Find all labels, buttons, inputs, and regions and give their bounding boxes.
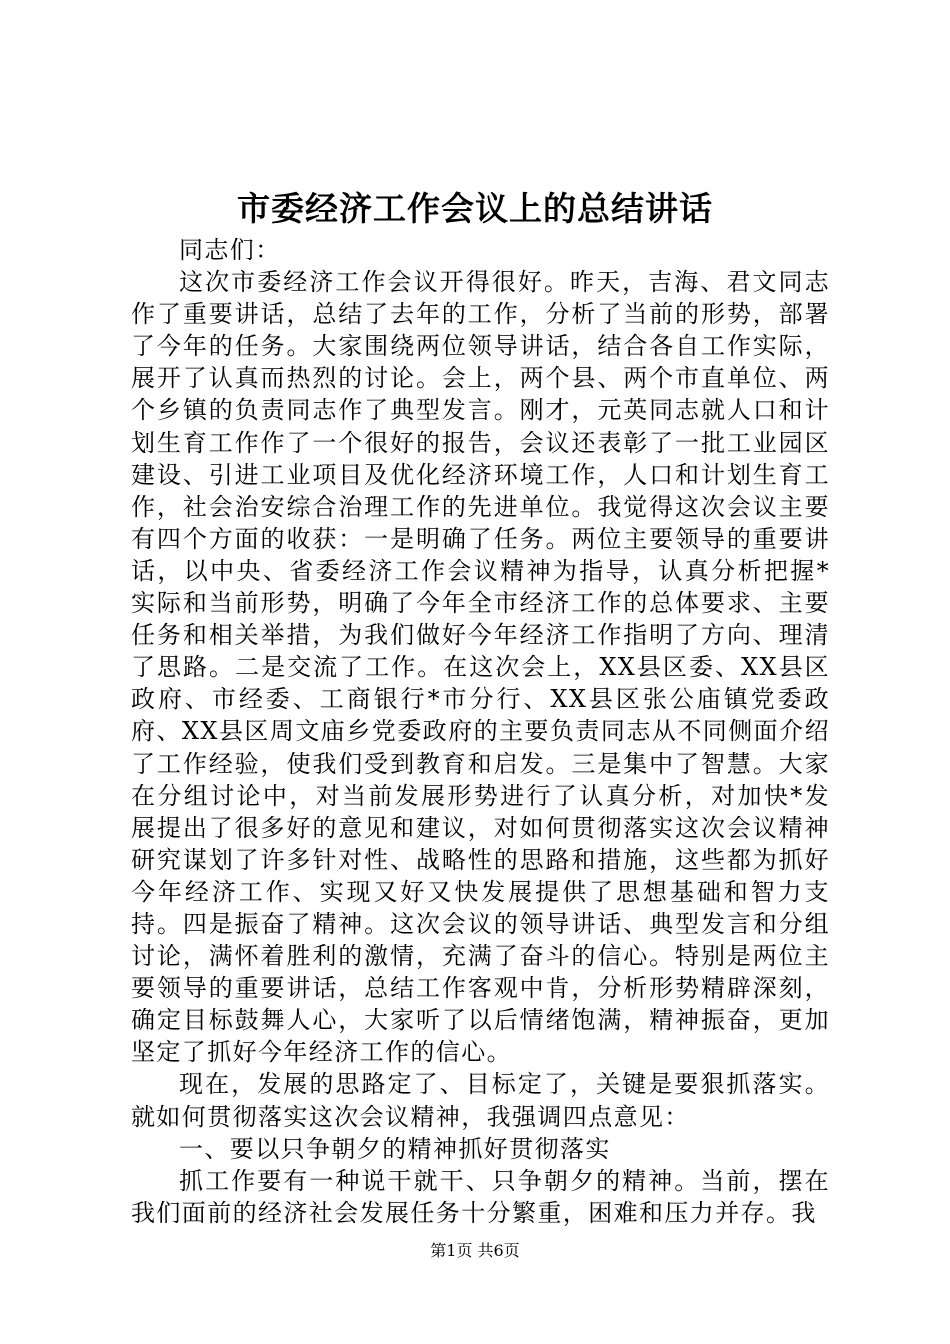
page-number-footer: 第1页 共6页 (430, 1241, 520, 1260)
body-paragraph: 现在，发展的思路定了、目标定了，关键是要狠抓落实。就如何贯彻落实这次会议精神，我强调四点意见： (131, 1070, 830, 1131)
document-title: 市委经济工作会议上的总结讲话 (237, 189, 713, 228)
section-heading: 一、要以只争朝夕的精神抓好贯彻落实 (179, 1134, 611, 1163)
document-body (131, 234, 830, 1229)
body-paragraph: 抓工作要有一种说干就干、只争朝夕的精神。当前，摆在我们面前的经济社会发展任务十分繁重，困难和压力并存。我 (131, 1166, 830, 1227)
body-paragraph: 这次市委经济工作会议开得很好。昨天，吉海、君文同志作了重要讲话，总结了去年的工作，分析了当前的形势，部署了今年的任务。大家围绕两位领导讲话，结合各自工作实际，展开了认真而热烈的讨论。会上，两个县、两个市直单位、两个乡镇的负责同志作了典型发言。刚才，元英同志就人口和计划生育工作作了一个很好的报告，会议还表彰了一批工业园区建设、引进工业项目及优化经济环境工作，人口和计划生育工作，社会治安综合治理工作的先进单位。我觉得这次会议主要有四个方面的收获：一是明确了任务。两位主要领导的重要讲话，以中央、省委经济工作会议精神为指导，认真分析把握*实际和当前形势，明确了今年全市经济工作的总体要求、主要任务和相关举措，为我们做好今年经济工作指明了方向、理清了思路。二是交流了工作。在这次会上，XX县区委、XX县区政府、市经委、工商银行*市分行、XX县区张公庙镇党委政府、XX县区周文庙乡党委政府的主要负责同志从不同侧面介绍了工作经验，使我们受到教育和启发。三是集中了智慧。大家在分组讨论中，对当前发展形势进行了认真分析，对加快*发展提出了很多好的意见和建议，对如何贯彻落实这次会议精神研究谋划了许多针对性、战略性的思路和措施，这些都为抓好今年经济工作、实现又好又快发展提供了思想基础和智力支持。四是振奋了精神。这次会议的领导讲话、典型发言和分组讨论，满怀着胜利的激情，充满了奋斗的信心。特别是两位主要领导的重要讲话，总结工作客观中肯，分析形势精辟深刻，确定目标鼓舞人心，大家听了以后情绪饱满，精神振奋，更加坚定了抓好今年经济工作的信心。 (131, 268, 830, 1067)
salutation-paragraph: 同志们： (179, 236, 281, 264)
